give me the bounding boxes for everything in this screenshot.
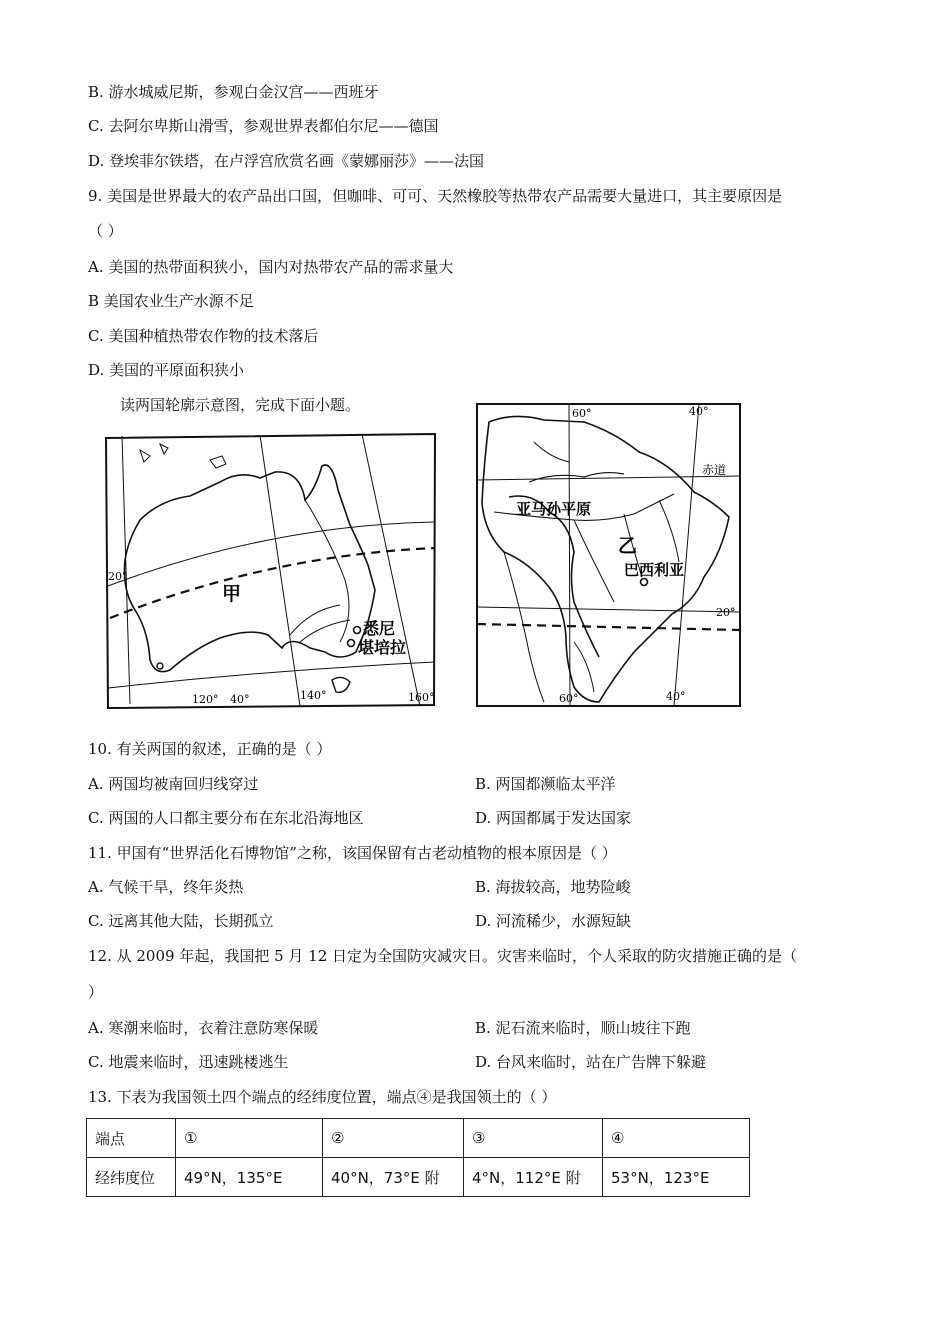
table-cell: 40°N，73°E 附 bbox=[323, 1158, 464, 1197]
map-lead-text: 读两国轮廓示意图，完成下面小题。 bbox=[120, 396, 361, 414]
q11-option-d: D. 河流稀少，水源短缺 bbox=[475, 912, 632, 930]
table-cell: 4°N，112°E 附 bbox=[464, 1158, 603, 1197]
lon-label-120: 120° bbox=[192, 693, 219, 706]
q9-option-b: B 美国农业生产水源不足 bbox=[88, 292, 254, 310]
q12-option-c: C. 地震来临时，迅速跳楼逃生 bbox=[88, 1053, 289, 1071]
q13-stem: 13. 下表为我国领土四个端点的经纬度位置，端点④是我国领土的（ ） bbox=[88, 1088, 557, 1106]
lon-top-40: 40° bbox=[689, 405, 709, 418]
q12-paren: ） bbox=[88, 983, 104, 1001]
city-label-sydney: 悉尼 bbox=[363, 619, 396, 638]
lon-label-160: 160° bbox=[408, 691, 435, 704]
q10-option-d: D. 两国都属于发达国家 bbox=[475, 809, 632, 827]
q8-option-c: C. 去阿尔卑斯山滑雪，参观世界表都伯尔尼——德国 bbox=[88, 117, 439, 135]
q12-option-d: D. 台风来临时，站在广告牌下躲避 bbox=[475, 1053, 707, 1071]
lon-label-40: 40° bbox=[230, 693, 250, 706]
table-header-cell: 端点 bbox=[87, 1119, 176, 1158]
equator-label: 赤道 bbox=[702, 463, 727, 477]
q10-stem: 10. 有关两国的叙述，正确的是（ ） bbox=[88, 740, 332, 758]
lon-bottom-60: 60° bbox=[559, 692, 579, 705]
country-label-jia: 甲 bbox=[222, 583, 242, 605]
table-header-row bbox=[87, 1119, 750, 1158]
q10-option-b: B. 两国都濒临太平洋 bbox=[475, 775, 616, 793]
q11-option-b: B. 海拔较高，地势险峻 bbox=[475, 878, 631, 896]
q12-option-a: A. 寒潮来临时，衣着注意防寒保暖 bbox=[88, 1019, 319, 1037]
country-label-yi: 乙 bbox=[618, 535, 638, 557]
table-header-cell: ① bbox=[176, 1119, 323, 1158]
q11-option-a: A. 气候干旱，终年炎热 bbox=[88, 878, 244, 896]
table-cell: 49°N，135°E bbox=[176, 1158, 323, 1197]
q11-option-c: C. 远离其他大陆，长期孤立 bbox=[88, 912, 274, 930]
lon-bottom-40: 40° bbox=[666, 690, 686, 703]
q9-paren: （ ） bbox=[88, 222, 123, 240]
q8-option-d: D. 登埃菲尔铁塔，在卢浮宫欣赏名画《蒙娜丽莎》——法国 bbox=[88, 152, 485, 170]
q8-option-b: B. 游水城威尼斯，参观白金汉宫——西班牙 bbox=[88, 83, 379, 101]
q12-option-b: B. 泥石流来临时，顺山坡往下跑 bbox=[475, 1019, 691, 1037]
lon-top-60: 60° bbox=[572, 407, 592, 420]
lat-label-20: 20° bbox=[108, 570, 128, 583]
lat-label-20: 20° bbox=[716, 606, 736, 619]
q10-option-c: C. 两国的人口都主要分布在东北沿海地区 bbox=[88, 809, 364, 827]
q9-option-a: A. 美国的热带面积狭小，国内对热带农产品的需求量大 bbox=[88, 258, 454, 276]
brazil-map bbox=[474, 402, 744, 708]
city-label-brasilia: 巴西利亚 bbox=[624, 561, 685, 579]
table-cell: 经纬度位 bbox=[87, 1158, 176, 1197]
q11-stem: 11. 甲国有“世界活化石博物馆”之称，该国保留有古老动植物的根本原因是（ ） bbox=[88, 844, 617, 862]
q9-option-c: C. 美国种植热带农作物的技术落后 bbox=[88, 327, 319, 345]
q9-stem: 9. 美国是世界最大的农产品出口国，但咖啡、可可、天然橡胶等热带农产品需要大量进口，其主要原因是 bbox=[88, 187, 783, 205]
lon-label-140: 140° bbox=[300, 689, 327, 702]
table-row bbox=[87, 1158, 750, 1197]
q10-option-a: A. 两国均被南回归线穿过 bbox=[88, 775, 259, 793]
plain-label-amazon: 亚马孙平原 bbox=[516, 500, 592, 518]
table-header-cell: ② bbox=[323, 1119, 464, 1158]
australia-map bbox=[100, 430, 440, 710]
table-header-cell: ③ bbox=[464, 1119, 603, 1158]
extreme-points-table bbox=[86, 1118, 750, 1197]
city-label-canberra: 堪培拉 bbox=[358, 638, 407, 657]
table-cell: 53°N，123°E bbox=[603, 1158, 750, 1197]
table-header-cell: ④ bbox=[603, 1119, 750, 1158]
q9-option-d: D. 美国的平原面积狭小 bbox=[88, 361, 245, 379]
q12-stem: 12. 从 2009 年起，我国把 5 月 12 日定为全国防灾减灾日。灾害来临时，个人采取的防灾措施正确的是（ bbox=[88, 947, 798, 965]
